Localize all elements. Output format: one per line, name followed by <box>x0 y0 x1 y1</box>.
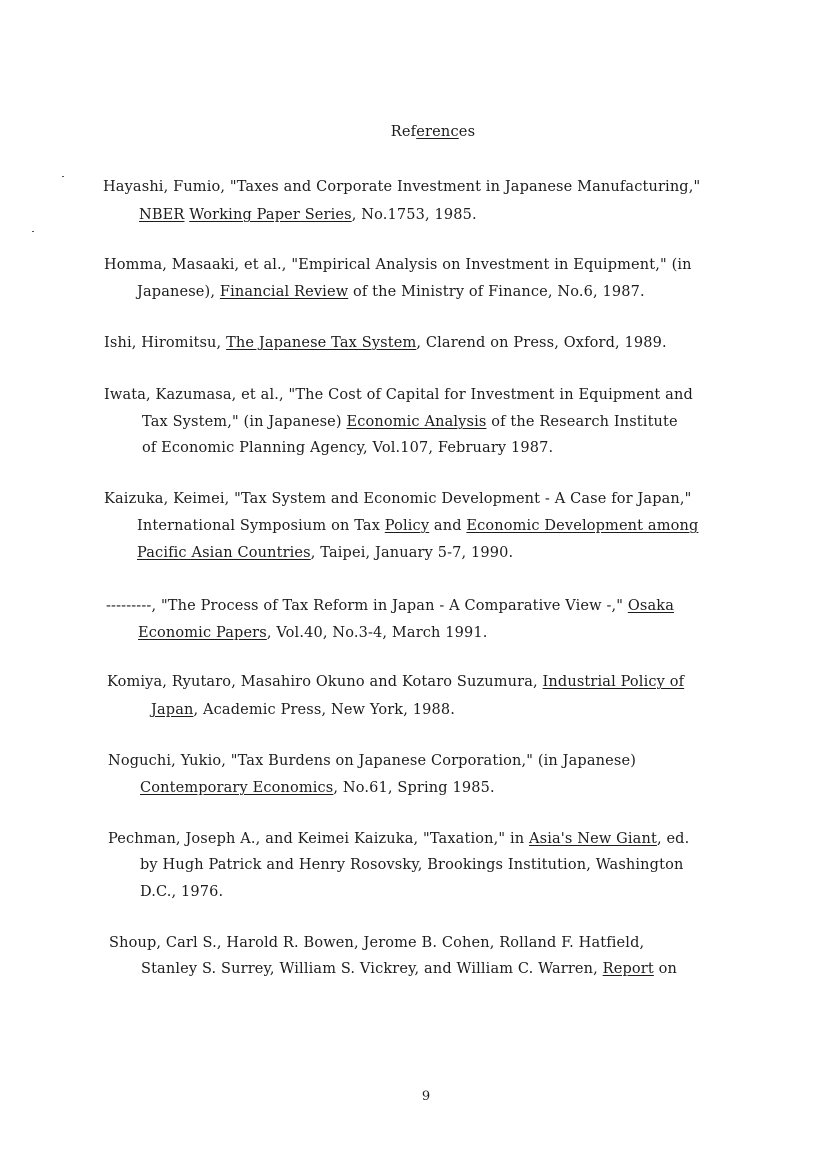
reference-line <box>141 960 677 978</box>
underlined-title: Policy <box>384 518 430 534</box>
reference-text: D.C., 1976. <box>140 884 224 900</box>
reference-line <box>137 544 513 562</box>
reference-line <box>140 779 495 797</box>
reference-text: Ishi, Hiromitsu, <box>104 335 227 351</box>
reference-line <box>104 386 693 404</box>
underlined-title: Japan <box>151 702 194 718</box>
reference-line <box>108 752 636 770</box>
underlined-title: Contemporary Economics <box>140 780 334 796</box>
reference-text: , Taipei, January 5-7, 1990. <box>310 545 514 561</box>
reference-text: by Hugh Patrick and Henry Rosovsky, Brookings Institution, Washington <box>140 857 684 873</box>
reference-text: on <box>653 961 677 977</box>
title-part: Ref <box>390 124 417 140</box>
reference-text: of the Ministry of Finance, No.6, 1987. <box>348 284 645 300</box>
underlined-title: Pacific Asian Countries <box>137 545 311 561</box>
title-part: es <box>458 124 476 140</box>
underlined-title: Working Paper Series <box>189 207 352 223</box>
reference-text: and <box>429 518 467 534</box>
reference-text: , No.61, Spring 1985. <box>333 780 495 796</box>
reference-text: , Clarend on Press, Oxford, 1989. <box>416 335 667 351</box>
reference-text: Iwata, Kazumasa, et al., "The Cost of Capital for Investment in Equipment and <box>104 387 693 403</box>
reference-text: Komiya, Ryutaro, Masahiro Okuno and Kotaro Suzumura, <box>107 674 543 690</box>
scan-speck <box>62 176 64 177</box>
underlined-title: Economic Analysis <box>346 414 487 430</box>
underlined-title: Economic Papers <box>138 625 267 641</box>
underlined-title: Report <box>602 961 654 977</box>
reference-text: , Vol.40, No.3-4, March 1991. <box>266 625 488 641</box>
reference-line <box>151 701 455 719</box>
reference-text: Stanley S. Surrey, William S. Vickrey, and William C. Warren, <box>141 961 603 977</box>
reference-text: of the Research Institute <box>486 414 678 430</box>
underlined-title: Asia's New Giant <box>528 831 657 847</box>
underlined-title: Economic Development among <box>466 518 699 534</box>
reference-line <box>142 439 553 457</box>
reference-text: of Economic Planning Agency, Vol.107, February 1987. <box>142 440 554 456</box>
underlined-title: NBER <box>139 207 185 223</box>
reference-line <box>138 624 488 642</box>
reference-line <box>137 517 698 535</box>
underlined-title: The Japanese Tax System <box>226 335 417 351</box>
reference-line <box>107 673 684 691</box>
reference-line <box>109 934 644 952</box>
reference-text: Hayashi, Fumio, "Taxes and Corporate Investment in Japanese Manufacturing," <box>103 179 701 195</box>
page-number: 9 <box>421 1089 431 1104</box>
page-title <box>0 124 827 140</box>
reference-line <box>137 283 645 301</box>
title-part-underlined: erenc <box>416 124 459 140</box>
reference-line <box>104 256 692 274</box>
reference-line <box>106 597 674 615</box>
reference-text: Pechman, Joseph A., and Keimei Kaizuka, "Taxation," in <box>108 831 529 847</box>
reference-text: Kaizuka, Keimei, "Tax System and Economic Development - A Case for Japan," <box>104 491 692 507</box>
reference-text: , ed. <box>656 831 690 847</box>
reference-text: ---------, "The Process of Tax Reform in Japan - A Comparative View -," <box>106 598 628 614</box>
reference-line <box>139 206 477 224</box>
reference-text: Japanese), <box>137 284 220 300</box>
underlined-title: Osaka <box>627 598 674 614</box>
reference-line <box>140 883 223 901</box>
underlined-title: Industrial Policy of <box>542 674 685 690</box>
reference-line <box>104 490 692 508</box>
reference-text: , No.1753, 1985. <box>351 207 477 223</box>
scan-speck <box>32 231 34 232</box>
reference-text: , Academic Press, New York, 1988. <box>193 702 456 718</box>
reference-text: Shoup, Carl S., Harold R. Bowen, Jerome B. Cohen, Rolland F. Hatfield, <box>109 935 645 951</box>
reference-line <box>140 856 683 874</box>
reference-text: Tax System," (in Japanese) <box>142 414 347 430</box>
reference-text: Noguchi, Yukio, "Tax Burdens on Japanese Corporation," (in Japanese) <box>108 753 637 769</box>
reference-text: Homma, Masaaki, et al., "Empirical Analysis on Investment in Equipment," (in <box>104 257 692 273</box>
reference-line <box>142 413 678 431</box>
underlined-title: Financial Review <box>219 284 349 300</box>
reference-line <box>104 334 667 352</box>
reference-line <box>103 178 700 196</box>
reference-line <box>108 830 689 848</box>
reference-text: International Symposium on Tax <box>137 518 385 534</box>
